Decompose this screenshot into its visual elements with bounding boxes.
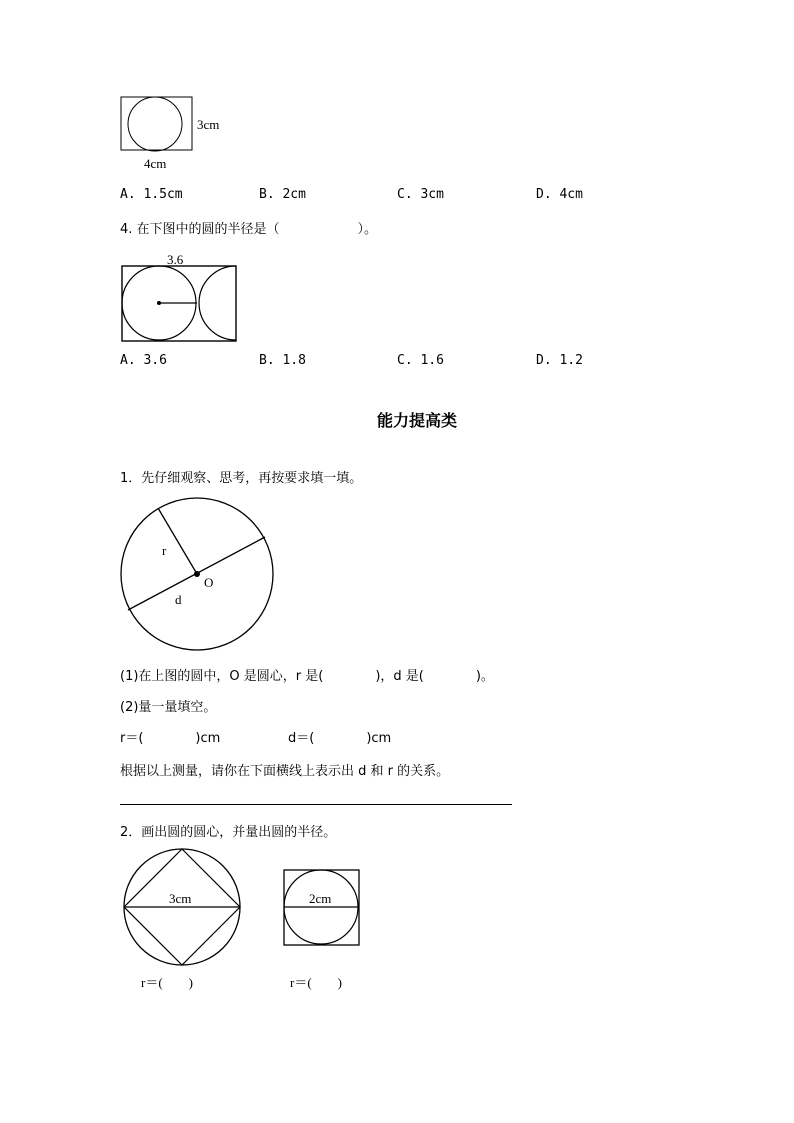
- section-title: 能力提高类: [377, 411, 458, 430]
- p1-relation: 根据以上测量，请你在下面横线上表示出 d 和 r 的关系。: [120, 764, 450, 779]
- p2-r2-blank: r＝( ): [290, 975, 342, 990]
- q3-option-d: D. 4cm: [536, 187, 583, 202]
- p2-r1-blank: r＝( ): [141, 975, 193, 990]
- p1-sub2: (2)量一量填空。: [120, 700, 217, 715]
- p2-question: 2．画出圆的圆心，并量出圆的半径。: [120, 825, 337, 840]
- q4-option-d: D. 1.2: [536, 353, 583, 368]
- p1-question: 1．先仔细观察、思考，再按要求填一填。: [120, 471, 363, 486]
- p2-left-label: 3cm: [169, 891, 192, 906]
- p1-d-blank: d＝( )cm: [288, 731, 392, 746]
- p1-d-label: d: [175, 592, 182, 607]
- q4-option-c: C. 1.6: [397, 353, 444, 368]
- q3-option-a: A. 1.5cm: [120, 187, 183, 202]
- q4-fig-label: 3.6: [167, 252, 184, 267]
- q3-bottom-label: 4cm: [144, 156, 167, 171]
- q3-option-b: B. 2cm: [259, 187, 306, 202]
- p2-right-label: 2cm: [309, 891, 332, 906]
- q3-side-label: 3cm: [197, 117, 220, 132]
- q4-question: 4. 在下图中的圆的半径是（ ）。: [120, 222, 378, 237]
- p1-o-label: O: [204, 575, 214, 590]
- q3-option-c: C. 3cm: [397, 187, 444, 202]
- q4-option-b: B. 1.8: [259, 353, 306, 368]
- p1-r-blank: r＝( )cm: [120, 731, 221, 746]
- p1-sub1: (1)在上图的圆中，O 是圆心，r 是( )，d 是( )。: [120, 669, 494, 684]
- p1-r-label: r: [162, 543, 167, 558]
- q4-option-a: A. 3.6: [120, 353, 167, 368]
